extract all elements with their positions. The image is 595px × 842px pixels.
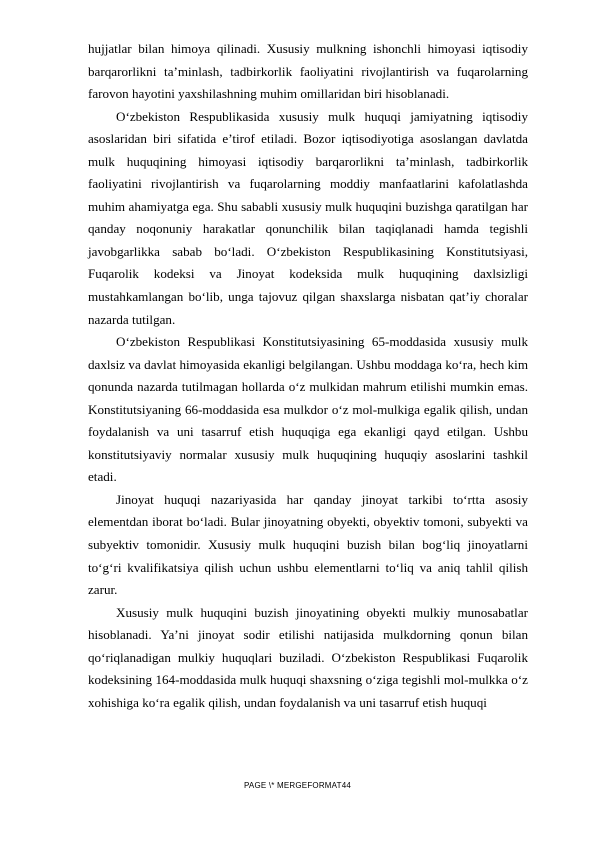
paragraph-constitution-articles: O‘zbekiston Respublikasi Konstitutsiyasining 65-moddasida xususiy mulk daxlsiz va davlat himoyasida ekanligi belgilangan. Ushbu moddaga ko‘ra, hech kim qonunda nazarda tutilmagan hollarda o‘z mulkidan mahrum etilishi mumkin emas. Konstitutsiyaning 66-moddasida esa mulkdor o‘z mol-mulkiga egalik qilish, undan foydalanish va uni tasarruf etish huquqiga ega ekanligi qayd etilgan. Ushbu konstitutsiyaviy normalar xususiy mulk huquqining huquqiy asoslarini tashkil etadi. — [88, 334, 528, 485]
page-footer-field: PAGE \* MERGEFORMAT44 — [243, 781, 352, 790]
paragraph-private-property-basis: O‘zbekiston Respublikasida xususiy mulk huquqi jamiyatning iqtisodiy asoslaridan biri sifatida e’tirof etiladi. Bozor iqtisodiyotiga asoslangan davlatda mulk huquqining himoyasi iqtisodiy barqarorlikni ta’minlash, tadbirkorlik faoliyatini rivojlantirish va fuqarolarning moddiy manfaatlarini kafolatlashda muhim ahamiyatga ega. Shu sababli xususiy mulk huquqini buzishga qaratilgan har qanday noqonuniy harakatlar qonunchilik bilan taqiqlanadi hamda tegishli javobgarlikka sabab bo‘ladi. O‘zbekiston Respublikasining Konstitutsiyasi, Fuqarolik kodeksi va Jinoyat kodeksida mulk huquqining daxlsizligi mustahkamlangan bo‘lib, unga tajovuz qilgan shaxslarga nisbatan qat’iy choralar nazarda tutilgan. — [88, 108, 528, 327]
paragraph-continuation: hujjatlar bilan himoya qilinadi. Xususiy mulkning ishonchli himoyasi iqtisodiy barqarorlikni ta’minlash, tadbirkorlik faoliyatini rivojlantirish va fuqarolarning farovon hayotini yaxshilashning muhim omillaridan biri hisoblanadi. — [88, 41, 528, 102]
body-text — [88, 38, 528, 714]
paragraph-crime-object: Xususiy mulk huquqini buzish jinoyatining obyekti mulkiy munosabatlar hisoblanadi. Ya’ni jinoyat sodir etilishi natijasida mulkdorning qonun bilan qo‘riqlanadigan mulkiy huquqlari buziladi. O‘zbekiston Respublikasi Fuqarolik kodeksining 164-moddasida mulk huquqi shaxsning o‘ziga tegishli mol-mulkka o‘z xohishiga ko‘ra egalik qilish, undan foydalanish va uni tasarruf etish huquqi — [88, 604, 528, 710]
paragraph-crime-elements: Jinoyat huquqi nazariyasida har qanday jinoyat tarkibi to‘rtta asosiy elementdan iborat bo‘ladi. Bular jinoyatning obyekti, obyektiv tomoni, subyekti va subyektiv tomonidir. Xususiy mulk huquqini buzish bilan bog‘liq jinoyatlarni to‘g‘ri kvalifikatsiya qilish uchun ushbu elementlarni to‘liq va aniq tahlil qilish zarur. — [88, 491, 528, 598]
